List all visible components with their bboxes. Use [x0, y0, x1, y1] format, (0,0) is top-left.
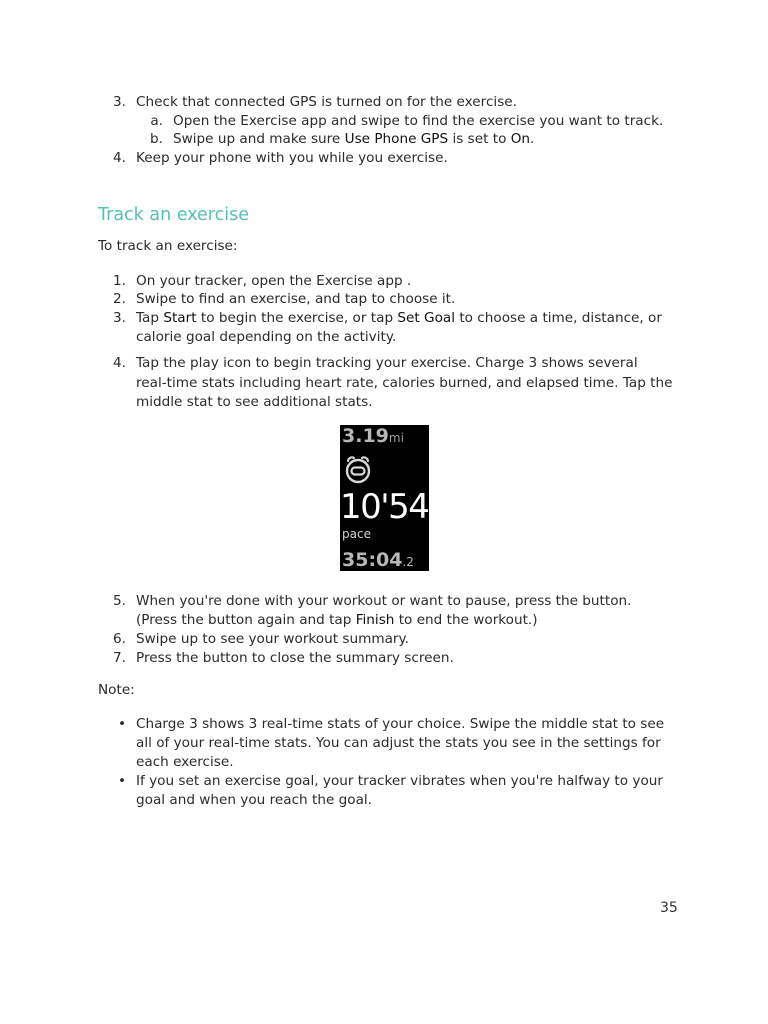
step-text-continued: (Press the button again and tap Finish to end the workout.): [136, 612, 538, 628]
ui-term: Finish: [355, 612, 395, 628]
step-text: Swipe up to see your workout summary.: [136, 631, 409, 647]
ui-term: Set Goal: [397, 310, 456, 326]
step-text: When you're done with your workout or want to pause, press the button.: [136, 593, 632, 609]
elapsed-time-stat: 35:04.2: [342, 549, 414, 571]
step-text: On your tracker, open the Exercise app .: [136, 273, 412, 289]
section-heading: Track an exercise: [98, 205, 249, 225]
step-text-continued: calorie goal depending on the activity.: [136, 329, 397, 345]
step-number: 5.: [113, 593, 126, 609]
step-number: 4.: [113, 355, 126, 371]
ui-term: Use Phone GPS: [344, 131, 449, 147]
step-number: 3.: [113, 310, 126, 326]
note-bullet-text-continued: all of your real-time stats. You can adjust the stats you see in the settings for: [136, 735, 661, 751]
ui-term: On: [510, 131, 531, 147]
list-number: 4.: [113, 150, 126, 166]
list-item-text: Keep your phone with you while you exercise.: [136, 150, 448, 166]
step-number: 6.: [113, 631, 126, 647]
list-item-text: Check that connected GPS is turned on for the exercise.: [136, 94, 517, 110]
step-number: 2.: [113, 291, 126, 307]
step-text-continued: middle stat to see additional stats.: [136, 394, 373, 410]
step-text-continued: real-time stats including heart rate, calories burned, and elapsed time. Tap the: [136, 375, 673, 391]
step-text: Tap Start to begin the exercise, or tap Set Goal to choose a time, distance, or: [136, 310, 662, 326]
tracker-screen: [340, 425, 443, 571]
sub-list-letter: a.: [150, 113, 163, 129]
step-number: 7.: [113, 650, 126, 666]
note-label: Note:: [98, 682, 135, 698]
note-bullet-text-continued: goal and when you reach the goal.: [136, 792, 372, 808]
exercise-timer-icon: [342, 453, 374, 485]
pace-value: 10'54": [340, 487, 443, 527]
sub-list-letter: b.: [150, 131, 163, 147]
sub-list-item-text: Open the Exercise app and swipe to find the exercise you want to track.: [173, 113, 664, 129]
sub-list-item-text: Swipe up and make sure Use Phone GPS is set to On.: [173, 131, 535, 147]
page-number: 35: [660, 900, 678, 916]
note-bullet-text: Charge 3 shows 3 real-time stats of your choice. Swipe the middle stat to see: [136, 716, 665, 732]
step-text: Tap the play icon to begin tracking your exercise. Charge 3 shows several: [136, 355, 638, 371]
intro-text: To track an exercise:: [98, 238, 238, 254]
step-text: Press the button to close the summary screen.: [136, 650, 454, 666]
bullet-dot: •: [118, 716, 127, 732]
distance-stat: 3.19mi: [342, 425, 404, 447]
note-bullet-text: If you set an exercise goal, your tracker vibrates when you're halfway to your: [136, 773, 663, 789]
ui-term: Start: [163, 310, 197, 326]
note-bullet-text-continued: each exercise.: [136, 754, 234, 770]
step-text: Swipe to find an exercise, and tap to choose it.: [136, 291, 456, 307]
bullet-dot: •: [118, 773, 127, 789]
step-number: 1.: [113, 273, 126, 289]
pace-label: pace: [342, 527, 371, 541]
list-number: 3.: [113, 94, 126, 110]
